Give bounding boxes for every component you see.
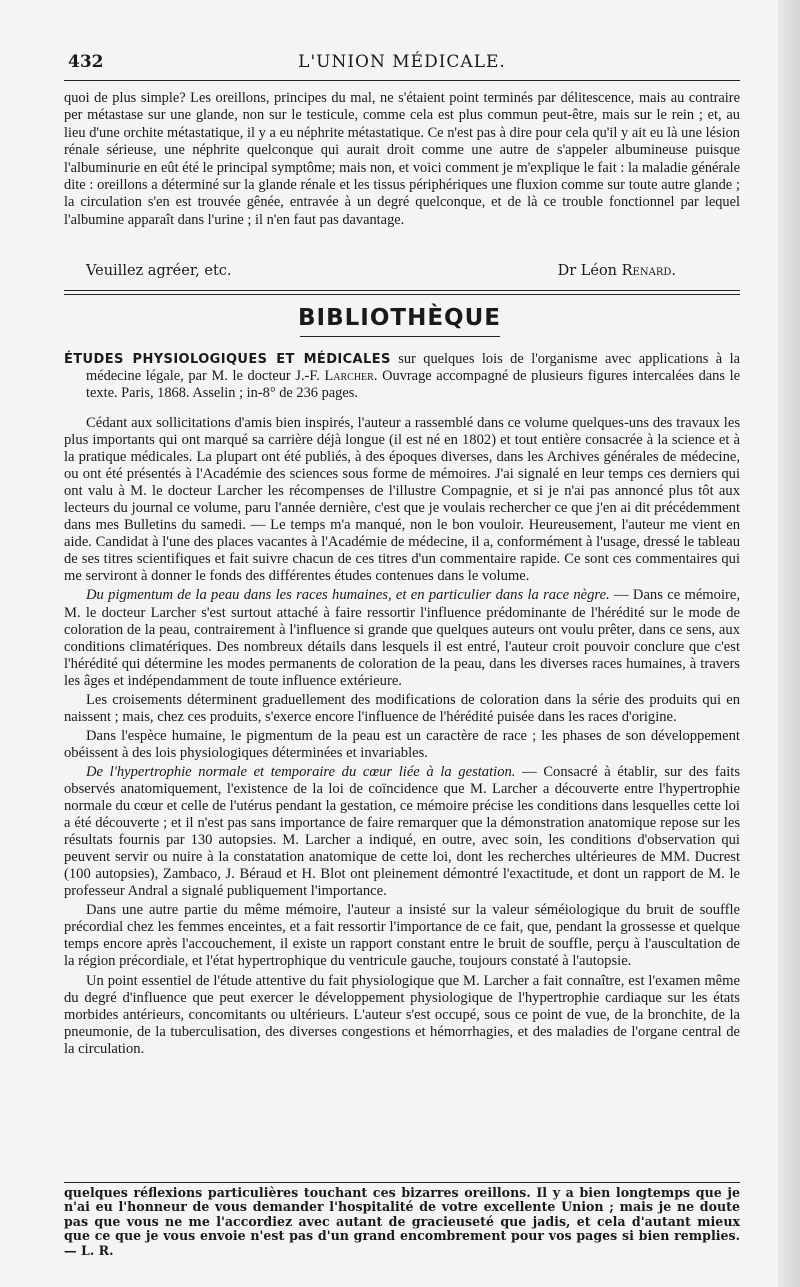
book-publication: Ouvrage accompagné de plusieurs figures intercalées dans le texte. Paris, 1868. Asselin ; in-8° de 236 pages. <box>86 368 740 401</box>
signature <box>558 263 676 279</box>
footnote-text: quelques réflexions particulières touchant ces bizarres oreillons. Il y a bien longtemps que je n'ai eu l'honneur de vous demander l'hospitalité de votre excellente Union ; mais je ne doute pas que vous ne me l'accordiez avec autant de gracieuseté que jadis, et cela d'autant mieux que ce que je vous envoie n'est pas d'un grand encombrement pour vos pages si bien remplies. — L. R. <box>64 1185 740 1258</box>
review-paragraph-4: Dans l'espèce humaine, le pigmentum de la peau est un caractère de race ; les phases de son développement obéissent à des lois physiologiques déterminées et invariables. <box>64 727 740 761</box>
letter-conclusion <box>64 90 740 229</box>
signature-prefix: Dr Léon <box>557 263 622 279</box>
review-paragraph-1: Cédant aux sollicitations d'amis bien inspirés, l'auteur a rassemblé dans ce volume quelques-uns des travaux les plus importants qui ont marqué sa carrière déjà longue (il est né en 1802) et tout entière consacrée à la science et à la pratique médicales. La plupart ont été publiés, à des époques diverses, dans les Archives générales de médecine, ou ont été présentés à l'Académie des sciences sous forme de mémoires. J'ai signalé en leur temps ces derniers qui ont valu à M. le docteur Larcher les récompenses de l'illustre Compagnie, et si je n'ai pas annoncé plus tôt aux lecteurs du journal ce volume, paru l'année dernière, c'est que je voulais rechercher ce que j'en ai dit précédemment dans mes Bulletins du samedi. — Le temps m'a manqué, non le bon vouloir. Heureusement, l'auteur me vient en aide. Candidat à l'une des places vacantes à l'Académie de médecine, il a, conformément à l'usage, dressé le tableau de ses titres scientifiques et fait suivre chacun de ces titres d'un commentaire rapide. Ce sont ces commentaires qui me serviront à donner le fonds des différentes études contenues dans le volume. <box>64 415 740 585</box>
review-body <box>64 415 740 1060</box>
book-author: Larcher. <box>324 368 378 384</box>
review-paragraph-5 <box>64 764 740 900</box>
review-paragraph-3: Les croisements déterminent graduellement des modifications de coloration dans la série des produits qui en naissent ; mais, chez ces produits, s'exerce encore l'influence de l'hérédité puisée dans les races d'origine. <box>64 691 740 725</box>
section-rule-top <box>64 290 740 291</box>
footnote <box>64 1186 740 1258</box>
book-subtitle: sur quelques lois de l'organisme avec applications à la médecine légale, par M. le docteur J.-F. <box>86 351 741 384</box>
signature-name: Renard. <box>621 263 676 279</box>
memoir-text-hypertrophie: — Consacré à établir, sur des faits observés anatomiquement, l'existence de la loi de coïncidence que M. Larcher a découverte entre l'hypertrophie normale du cœur et celle de l'utérus pendant la gestation, ce mémoire précise les conditions dans lesquelles cette loi a été découverte ; et il n'est pas sans importance de faire remarquer que la démonstration anatomique repose sur les résultats fournis par 130 autopsies. M. Larcher a indiqué, en outre, avec soin, les conditions d'observation qui peuvent servir ou nuire à la constatation anatomique de cette loi, dont les recherches ultérieures de MM. Ducrest (100 autopsies), Zambaco, J. Béraud et H. Blot ont pleinement démontré l'exactitude, et dont un rapport de M. le professeur Andral a signalé publiquement l'importance. <box>64 763 740 900</box>
page-edge <box>778 0 800 1287</box>
section-title: BIBLIOTHÈQUE <box>298 305 501 331</box>
page-header <box>64 50 740 76</box>
memoir-text-pigmentum: — Dans ce mémoire, M. le docteur Larcher s'est surtout attaché à faire ressortir l'influence prédominante de l'hérédité sur le mode de coloration de la peau, contrairement à l'influence si grande que quelques auteurs ont voulu prêter, dans ce sens, aux conditions climatériques. Des nombreux détails dans lesquels il est entré, l'auteur croit pouvoir conclure que c'est l'hérédité qui détermine les modes permanents de coloration de la peau, dans les diverses races humaines, à travers les âges et indépendamment de toute influence extérieure. <box>64 587 740 689</box>
book-title: ÉTUDES PHYSIOLOGIQUES ET MÉDICALES <box>64 352 391 367</box>
page-number: 432 <box>68 52 104 72</box>
memoir-title-pigmentum: Du pigmentum de la peau dans les races humaines, et en particulier dans la race nègre. <box>86 587 610 604</box>
letter-paragraph: quoi de plus simple? Les oreillons, principes du mal, ne s'étaient point terminés par délitescence, mais au contraire per métastase sur une glande, non sur le testicule, comme cela est plus commun peut-être, mais sur le rein ; et, au lieu d'une orchite métastatique, il y a eu néphrite métastatique. Ce n'est pas à dire pour cela qu'il y ait eu là une lésion rénale sérieuse, une néphrite quelconque qui aurait droit comme une autre de s'appeler albumineuse puisque l'albuminurie en eût été le principal symptôme; mais non, et voici comment je m'explique le fait : la maladie générale dite : oreillons a déterminé sur la glande rénale et les tissus périphériques une fluxion comme sur toute autre glande ; la circulation s'en est trouvée gênée, entravée à un degré quelconque, et de là ce trouble fonctionnel par lequel l'albumine apparaît dans l'urine ; il n'en faut pas davantage. <box>64 90 740 228</box>
footnote-rule <box>64 1182 740 1183</box>
review-paragraph-7: Un point essentiel de l'étude attentive du fait physiologique que M. Larcher a fait connaître, est l'examen même du degré d'influence que peut exercer le développement physiologique de l'hypertrophie cardiaque sur les états morbides antérieurs, concomitants ou ultérieurs. L'auteur s'est occupé, sous ce point de vue, de la bronchite, de la pneumonie, de la tuberculisation, des diverses congestions et hémorrhagies, et des maladies de l'organe central de la circulation. <box>64 972 740 1057</box>
running-title: L'UNION MÉDICALE. <box>298 52 506 72</box>
closing-formula: Veuillez agréer, etc. <box>86 263 232 279</box>
section-rule-bottom <box>64 294 740 295</box>
memoir-title-hypertrophie: De l'hypertrophie normale et temporaire du cœur liée à la gestation. <box>86 763 516 780</box>
header-rule <box>64 80 740 81</box>
review-paragraph-6: Dans une autre partie du même mémoire, l'auteur a insisté sur la valeur séméiologique du bruit de souffle précordial chez les femmes enceintes, et a fait ressortir l'importance de ce fait, que, pendant la grossesse et quelque temps encore après l'accouchement, il existe un rapport constant entre le bruit de souffle, perçu à l'auscultation de la région précordiale, et l'état hypertrophique du ventricule gauche, toujours constaté à l'autopsie. <box>64 902 740 970</box>
review-paragraph-2 <box>64 587 740 689</box>
book-reference <box>64 351 740 402</box>
section-title-underline <box>300 336 500 337</box>
